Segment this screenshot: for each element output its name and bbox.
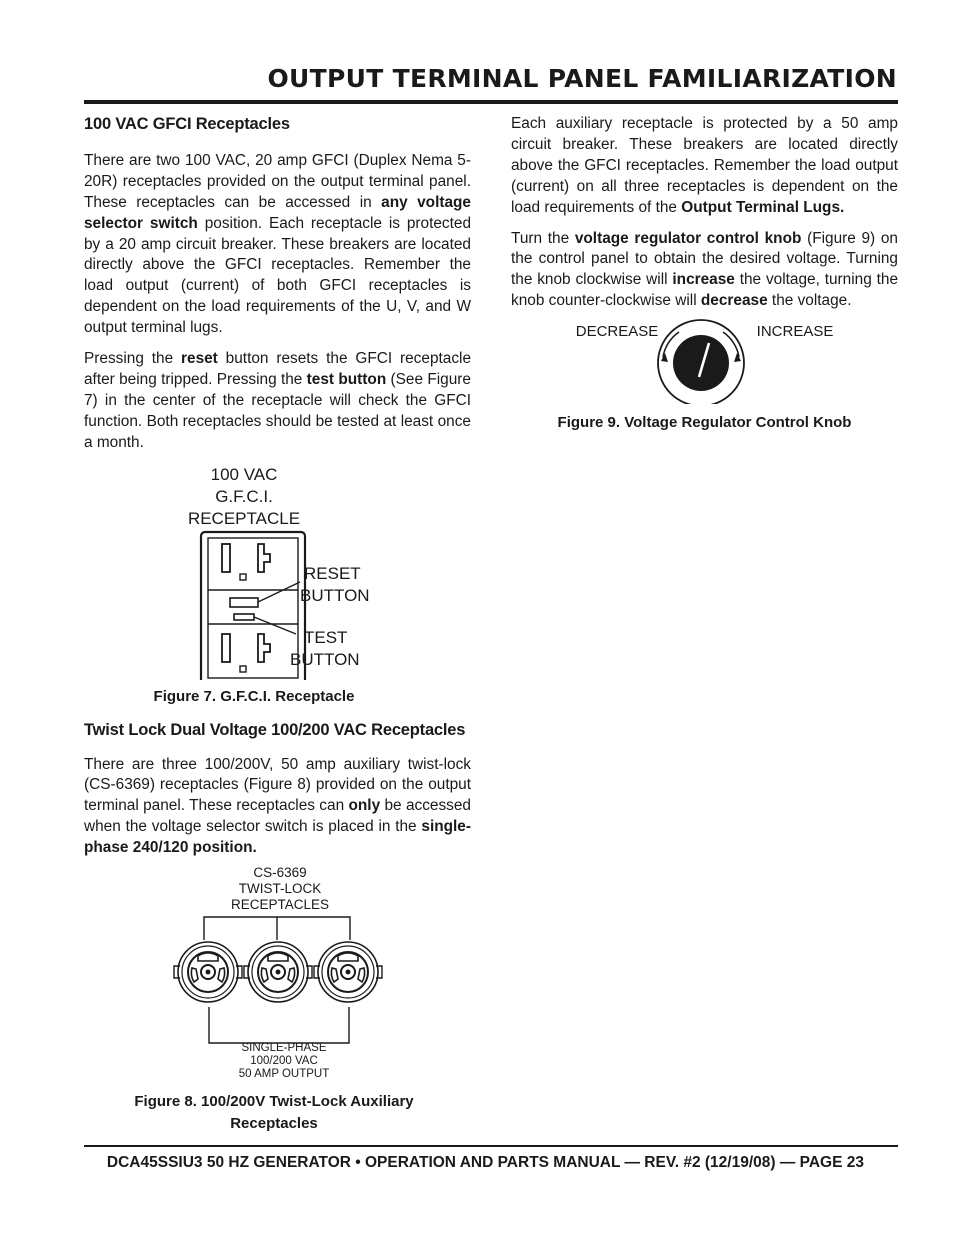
page-title: OUTPUT TERMINAL PANEL FAMILIARIZATION [267,64,897,93]
gfci-paragraph-2: Pressing the reset button resets the GFCI receptacle after being tripped. Pressing the test button (See Figure 7) in the center of the receptacle will check the GFCI function. Both receptacles should be tested at least once a month. [84,350,472,451]
figure-9 [511,318,898,434]
twistlock-bottom-line3: 50 AMP OUTPUT [238,1068,330,1081]
reset-label-line1: RESET [304,563,361,583]
decrease-label: DECREASE [575,323,659,341]
increase-label: INCREASE [756,323,834,341]
twistlock-paragraph-1: There are three 100/200V, 50 amp auxiliary twist-lock (CS-6369) receptacles (Figure 8) provided on the output terminal panel. These receptacles can only be accessed when the voltage selector switch is placed in the single-phase 240/120 position. [84,755,471,857]
test-label-line2: BUTTON [290,649,360,669]
twistlock-top-line3: RECEPTACLES [230,897,330,913]
figure-8 [84,865,471,1135]
left-column [84,114,471,1135]
figure-8-caption-line1: Figure 8. 100/200V Twist-Lock Auxiliary [134,1093,414,1111]
voltage-knob-icon [658,320,744,404]
right-paragraph-2: Turn the voltage regulator control knob (Figure 9) on the control panel to obtain the desired voltage. Turning the knob clockwise will increase the voltage, turning the knob counter-clockwise will decrease the voltage. [511,229,898,310]
gfci-label-line1: 100 VAC [210,464,278,484]
footer-rule [84,1145,898,1147]
twistlock-receptacles-diagram [84,865,471,1085]
test-label-line1: TEST [304,627,348,647]
voltage-knob-diagram [511,318,898,404]
gfci-label-line2: G.F.C.I. [215,486,273,506]
twistlock-receptacle-icon-2 [244,942,312,1002]
twistlock-receptacle-icon-3 [314,942,382,1002]
twistlock-bottom-line2: 100/200 VAC [250,1055,318,1068]
reset-label-line2: BUTTON [300,585,370,605]
page-footer: DCA45SSIU3 50 HZ GENERATOR • OPERATION AND PARTS MANUAL — REV. #2 (12/19/08) — PAGE 23 [106,1154,864,1171]
twistlock-bottom-line1: SINGLE-PHASE [241,1042,327,1055]
figure-8-caption-line2: Receptacles [230,1115,318,1133]
twistlock-top-line1: CS-6369 [253,865,307,881]
right-paragraph-1: Each auxiliary receptacle is protected by a 50 amp circuit breaker. These breakers are located directly above the GFCI receptacles. Remember the load output (current) on all three receptacles is dependent on the load requirements of the Output Terminal Lugs. [511,115,898,216]
figure-7-caption: Figure 7. G.F.C.I. Receptacle [153,687,355,705]
figure-8-caption [74,1091,474,1135]
twistlock-receptacle-icon-1 [174,942,242,1002]
title-rule [84,100,898,104]
gfci-receptacle-diagram [84,462,471,680]
gfci-heading: 100 VAC GFCI Receptacles [84,115,290,133]
right-column [511,114,898,434]
twistlock-heading: Twist Lock Dual Voltage 100/200 VAC Receptacles [84,720,466,739]
twistlock-top-line2: TWIST-LOCK [238,881,322,897]
gfci-label-line3: RECEPTACLE [187,508,301,528]
figure-9-caption: Figure 9. Voltage Regulator Control Knob [557,414,852,432]
figure-7 [84,462,471,708]
gfci-paragraph-1: There are two 100 VAC, 20 amp GFCI (Duplex Nema 5-20R) receptacles provided on the output terminal panel. These receptacles can be accessed in any voltage selector switch position. Each receptacle is protected by a 20 amp circuit breaker. These breakers are located directly above the GFCI receptacles. Remember the load output (current) of both GFCI receptacles is dependent on the load requirements of the U, V, and W output terminal lugs. [84,151,472,337]
